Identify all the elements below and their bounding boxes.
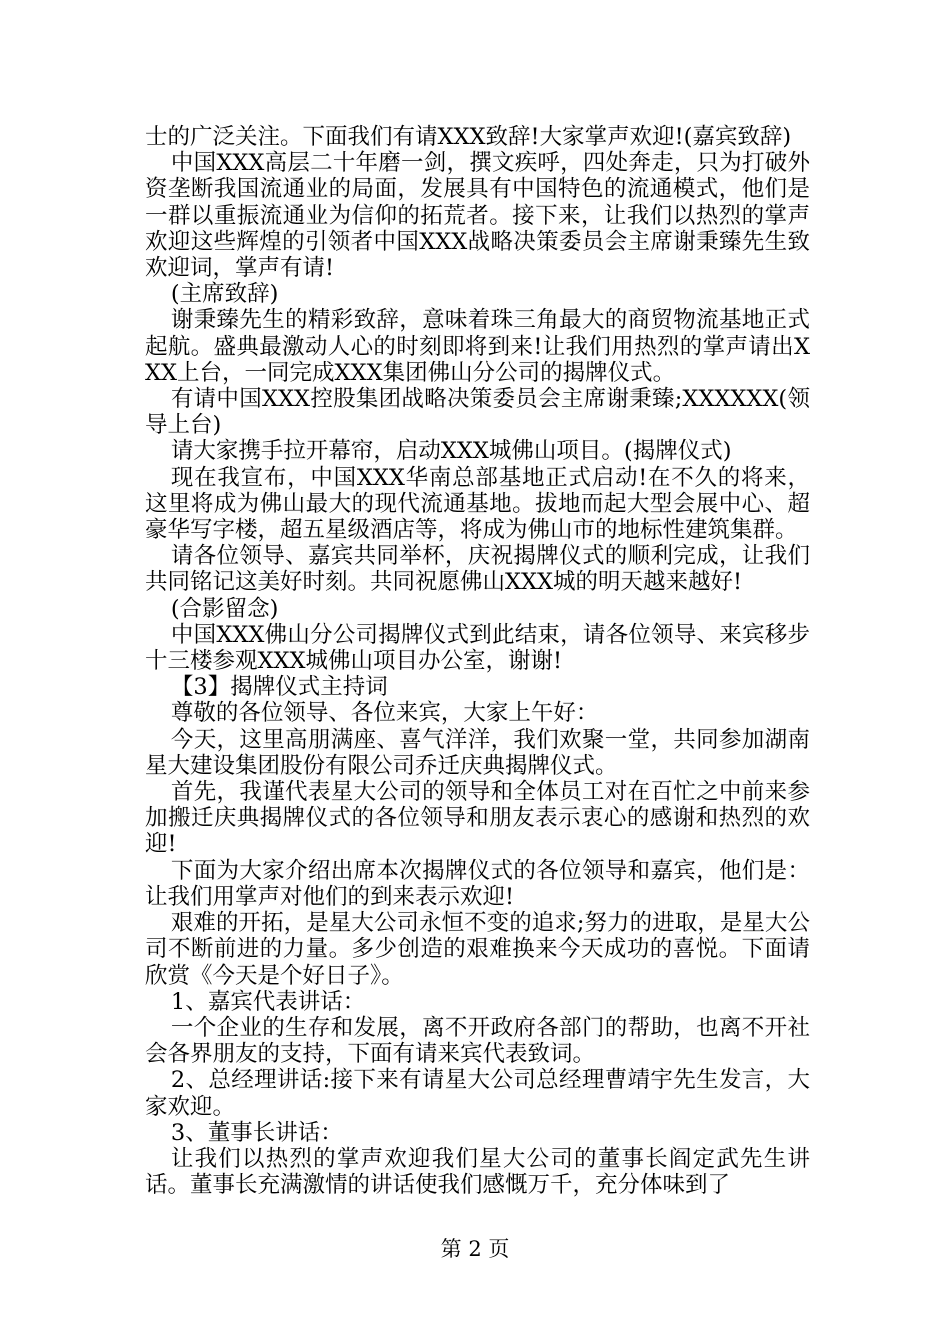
paragraph: 请各位领导、嘉宾共同举杯，庆祝揭牌仪式的顺利完成，让我们共同铭记这美好时刻。共同祝愿佛山XXX城的明天越来越好! xyxy=(145,543,810,596)
paragraph: 下面为大家介绍出席本次揭牌仪式的各位领导和嘉宾，他们是：让我们用掌声对他们的到来表示欢迎! xyxy=(145,857,810,910)
page-number: 第 2 页 xyxy=(440,1237,510,1261)
paragraph: 首先，我谨代表星大公司的领导和全体员工对在百忙之中前来参加搬迁庆典揭牌仪式的各位领导和朋友表示衷心的感谢和热烈的欢迎! xyxy=(145,779,810,858)
section-heading: 【3】揭牌仪式主持词 xyxy=(170,674,388,701)
paragraph: 一个企业的生存和发展，离不开政府各部门的帮助，也离不开社会各界朋友的支持，下面有请来宾代表致词。 xyxy=(145,1014,810,1068)
paragraph: (合影留念) xyxy=(170,595,279,622)
paragraph: (主席致辞) xyxy=(170,281,279,308)
paragraph: 请大家携手拉开幕帘，启动XXX城佛山项目。(揭牌仪式) xyxy=(170,438,732,465)
paragraph: 谢秉臻先生的精彩致辞，意味着珠三角最大的商贸物流基地正式起航。盛典最激动人心的时刻即将到来!让我们用热烈的掌声请出XXX上台，一同完成XXX集团佛山分公司的揭牌仪式。 xyxy=(145,307,810,386)
paragraph: 中国XXX高层二十年磨一剑，撰文疾呼，四处奔走，只为打破外资垄断我国流通业的局面，发展具有中国特色的流通模式，他们是一群以重振流通业为信仰的拓荒者。接下来，让我们以热烈的掌声欢迎这些辉煌的引领者中国XXX战略决策委员会主席谢秉臻先生致欢迎词，掌声有请! xyxy=(145,150,810,282)
list-item: 3、董事长讲话： xyxy=(170,1119,343,1146)
paragraph: 今天，这里高朋满座、喜气洋洋，我们欢聚一堂，共同参加湖南星大建设集团股份有限公司乔迁庆典揭牌仪式。 xyxy=(145,726,810,779)
list-item: 1、嘉宾代表讲话： xyxy=(170,988,366,1015)
document-body xyxy=(145,124,810,1198)
paragraph: 让我们以热烈的掌声欢迎我们星大公司的董事长阎定武先生讲话。董事长充满激情的讲话使我们感慨万千，充分体味到了 xyxy=(145,1145,810,1199)
paragraph: 艰难的开拓，是星大公司永恒不变的追求;努力的进取，是星大公司不断前进的力量。多少创造的艰难换来今天成功的喜悦。下面请欣赏《今天是个好日子》。 xyxy=(145,910,810,989)
paragraph: 有请中国XXX控股集团战略决策委员会主席谢秉臻;XXXXXX(领导上台) xyxy=(145,386,810,439)
paragraph: 尊敬的各位领导、各位来宾，大家上午好： xyxy=(170,700,599,727)
list-item: 2、总经理讲话:接下来有请星大公司总经理曹靖宇先生发言，大家欢迎。 xyxy=(145,1067,810,1120)
paragraph: 中国XXX佛山分公司揭牌仪式到此结束，请各位领导、来宾移步十三楼参观XXX城佛山项目办公室，谢谢! xyxy=(145,621,810,675)
paragraph: 士的广泛关注。下面我们有请XXX致辞!大家掌声欢迎!(嘉宾致辞) xyxy=(145,124,792,150)
paragraph: 现在我宣布，中国XXX华南总部基地正式启动!在不久的将来，这里将成为佛山最大的现代流通基地。拔地而起大型会展中心、超豪华写字楼，超五星级酒店等，将成为佛山市的地标性建筑集群。 xyxy=(145,464,810,544)
